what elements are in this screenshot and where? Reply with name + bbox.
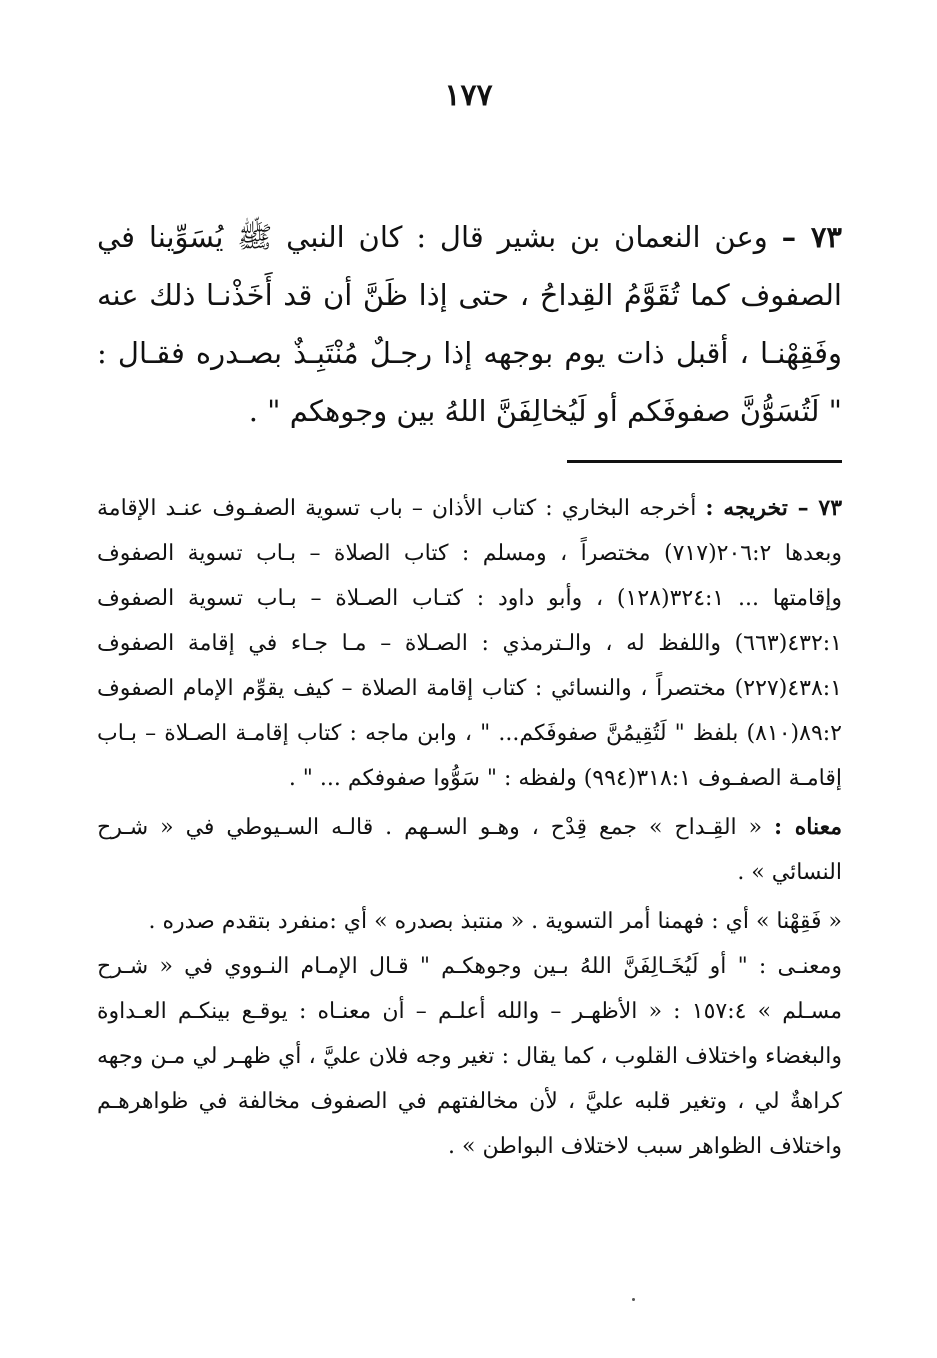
meaning-text: « القِـداح » جمع قِدْح ، وهـو السـهم . قالـه السـيوطي في « شـرح النسائي » . <box>97 815 842 885</box>
scan-speck <box>632 1298 635 1301</box>
page-number: ١٧٧ <box>444 78 493 113</box>
footnotes <box>97 486 842 1169</box>
takhrij-text: أخرجه البخاري : كتاب الأذان – باب تسوية الصفـوف عنـد الإقامة وبعدها ٢٠٦:٢(٧١٧) مختصراً ، ومسلم : كتاب الصلاة – بـاب تسوية الصفوف وإقامتها ... ٣٢٤:١(١٢٨) ، وأبو داود : كتـاب الصـلاة – بـاب تسوية الصفوف ٤٣٢:١(٦٦٣) واللفظ له ، والـترمذي : الصـلاة – مـا جـاء في إقامة الصفوف ٤٣٨:١(٢٢٧) مختصراً ، والنسائي : كتاب إقامة الصلاة – كيف يقوِّم الإمام الصفوف ٨٩:٢(٨١٠) بلفظ " لَتُقِيمُنَّ صفوفَكم... " ، وابن ماجه : كتاب إقامـة الصـلاة – بـاب إقامـة الصفـوف ٣١٨:١(٩٩٤) ولفظه : " سَوُّوا صفوفكم ... " . <box>97 496 842 791</box>
meaning-label: معناه : <box>774 814 843 840</box>
meaning-paragraph <box>97 805 842 895</box>
hadith-number: ٧٣ – <box>781 220 842 254</box>
takhrij-label: ٧٣ – تخريجه : <box>705 495 843 521</box>
takhrij-paragraph <box>97 486 842 801</box>
hadith-text: وعن النعمان بن بشير قال : كان النبي ﷺ يُسَوِّينا في الصفوف كما تُقَوَّمُ القِداحُ ، حتى إذا ظَنَّ أن قد أَخَذْنـا ذلك عنه وفَقِهْنـا ، أقبل ذات يوم بوجهه إذا رجـلٌ مُنْتَبِـذٌ بصـدره فقـال : " لَتُسَوُّنَّ صفوفَكم أو لَيُخالِفَنَّ اللهُ بين وجوهكم " . <box>97 220 842 428</box>
note-fiqhna: « فَقِهْنا » أي : فهمنا أمر التسوية . « منتبذ بصدره » أي :منفرد بتقدم صدره . <box>148 909 842 934</box>
footnote-divider <box>567 460 842 463</box>
hadith-text-line <box>97 208 842 440</box>
note-nawawi: ومعنـى : " أو لَيُخَـالِفَنَّ اللهُ بـين وجوهكـم " قـال الإمـام النـووي في « شـرح مسـلم » ١٥٧:٤ : « الأظهـر – والله أعلـم – أن معنـاه : يوقـع بينكـم العـداوة والبغضاء واختلاف القلوب ، كما يقال : تغير وجه فلان عليَّ ، أي ظهـر لي مـن وجهه كراهةٌ لي ، وتغير قلبه عليَّ ، لأن مخالفتهم في الصفوف مخالفة في ظواهرهـم واختلاف الظواهر سبب لاختلاف البواطن » . <box>97 954 843 1159</box>
hadith-paragraph <box>97 208 842 440</box>
